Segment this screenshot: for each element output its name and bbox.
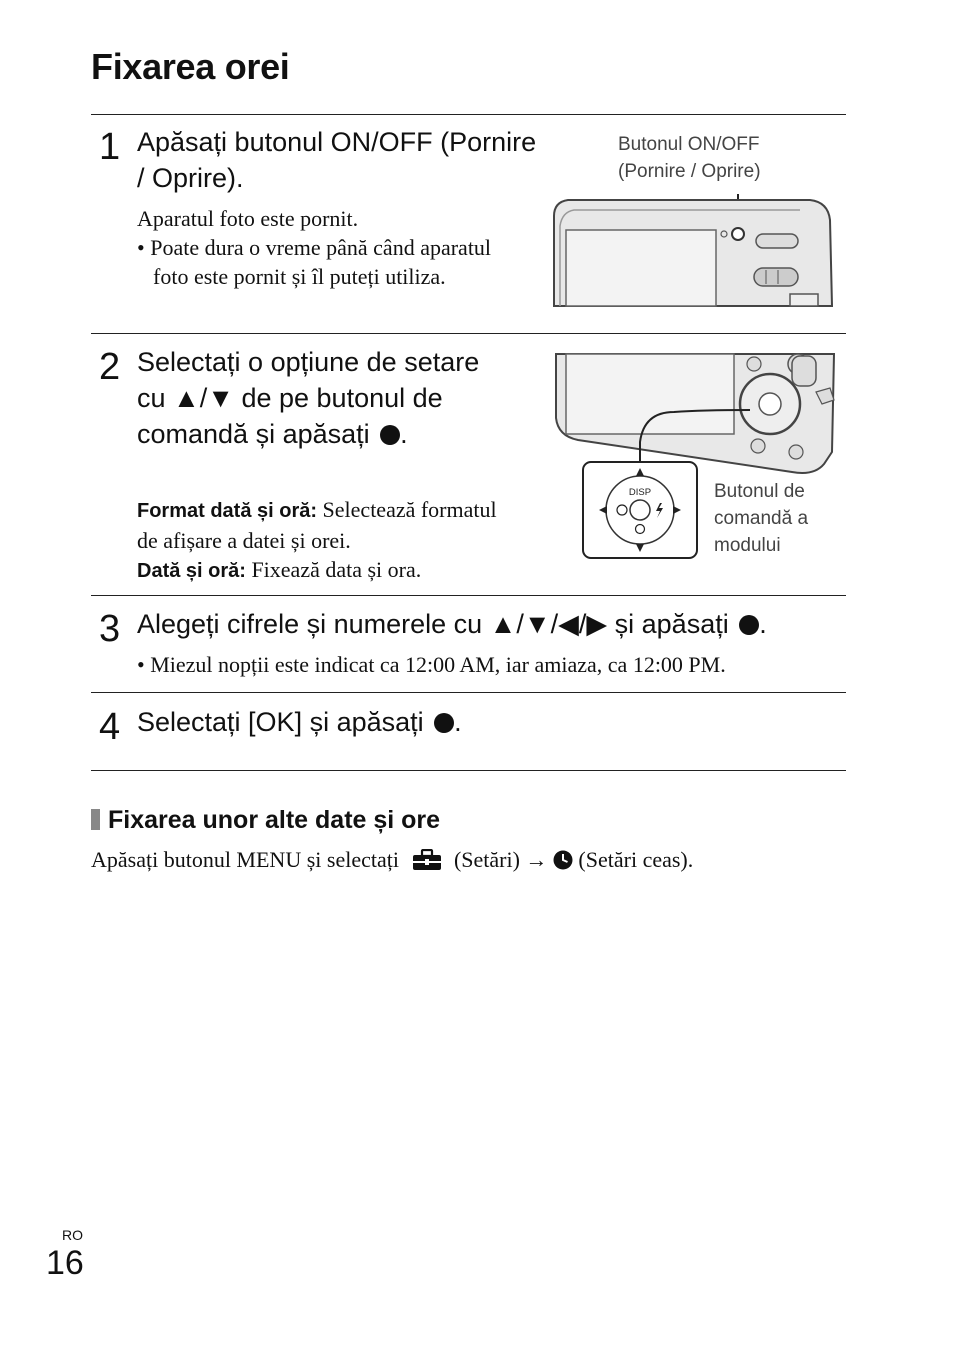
divider — [91, 595, 846, 596]
divider — [91, 333, 846, 334]
step-1-body — [137, 204, 497, 291]
center-button-icon — [739, 615, 759, 635]
section-marker-icon — [91, 809, 100, 830]
step-2-heading: Selectați o opțiune de setare cu ▲/▼ de pe butonul de comandă și apăsați . — [137, 347, 480, 449]
center-button-icon — [434, 713, 454, 733]
divider — [91, 114, 846, 115]
subsection-title: Fixarea unor alte date și ore — [91, 806, 440, 835]
step-1-heading: Apăsați butonul ON/OFF (Pornire / Oprire). — [137, 127, 537, 193]
camera-top-illustration — [550, 186, 840, 308]
step-3-number: 3 — [99, 608, 121, 650]
step-1-bullet: • Poate dura o vreme până când aparatul foto este pornit și îl puteți utiliza. — [137, 235, 492, 289]
step-2-number: 2 — [99, 346, 121, 388]
def-date: Dată și oră: Fixează data și ora. — [137, 557, 422, 582]
step-3-bullet: • Miezul nopții este indicat ca 12:00 AM, iar amiaza, ca 12:00 PM. — [137, 652, 726, 677]
zoom-lever-icon — [754, 268, 798, 286]
page-number: 16 — [46, 1244, 84, 1282]
disp-label: DISP — [628, 487, 652, 498]
arrow-icon: → — [525, 847, 548, 872]
center-button-icon — [380, 425, 400, 445]
settings-toolbox-icon — [412, 849, 442, 871]
power-button-icon — [732, 228, 744, 240]
step-2-body — [137, 495, 497, 586]
clock-icon — [553, 850, 573, 870]
control-button-callout-label: Butonul de comandă a modului — [714, 481, 809, 556]
step-3-heading: Alegeți cifrele și numerele cu ▲/▼/◀/▶ și apăsați . — [137, 609, 767, 639]
step-4-heading: Selectați [OK] și apăsați . — [137, 707, 462, 737]
step-1-number: 1 — [99, 126, 121, 168]
onoff-callout-label: Butonul ON/OFF (Pornire / Oprire) — [618, 134, 761, 182]
divider — [91, 770, 846, 771]
def-format: Format dată și oră: Selectează formatul de afișare a datei și orei. — [137, 497, 497, 553]
language-code: RO — [62, 1227, 83, 1243]
divider — [91, 692, 846, 693]
step-1-text: Aparatul foto este pornit. — [137, 206, 359, 231]
step-4-number: 4 — [99, 706, 121, 748]
page-title: Fixarea orei — [91, 46, 290, 87]
subsection-text: Apăsați butonul MENU și selectați (Setări) → (Setări ceas). — [91, 847, 694, 872]
shutter-button-icon — [756, 234, 798, 248]
